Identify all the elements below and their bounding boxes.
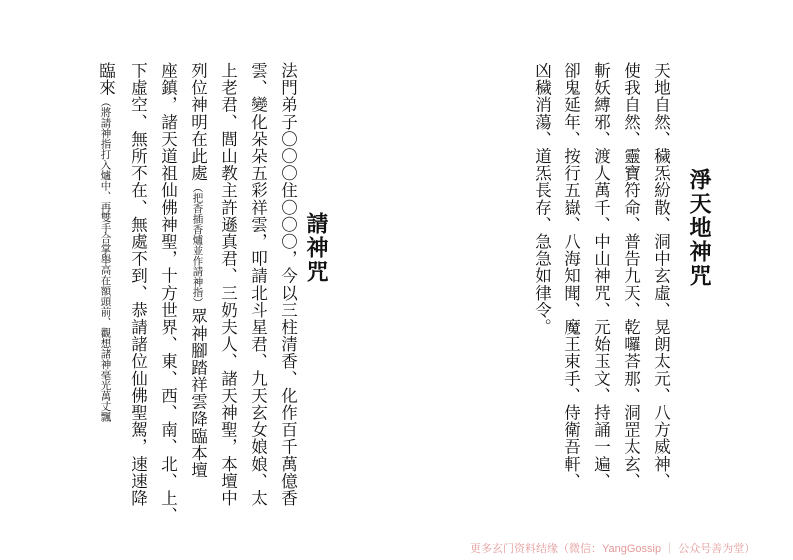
right-section-line: 天地自然、穢炁紛散、洞中玄虛、晃朗太元、八方威神、	[651, 62, 671, 490]
right-section-title: 淨天地神咒	[686, 168, 712, 288]
right-section-line: 使我自然、靈寶符命、普告九天、乾囉荅那、洞罡太玄、	[621, 62, 641, 490]
right-section-line: 斬妖縛邪、渡人萬千、中山神咒、元始玉文、持誦一遍、	[591, 62, 611, 490]
inline-note: （把香插香爐並作請神指）	[191, 181, 204, 308]
right-section-line: 凶穢消蕩、道炁長存、急急如律令。	[532, 62, 552, 336]
left-section-line: 雲、變化朵朵五彩祥雲，叩請北斗星君、九天玄女娘娘、太	[248, 62, 268, 507]
inline-note: （將請神指打入爐中、再雙手合掌舉高在額頭前、觀想諸神毫光萬丈飄	[99, 96, 112, 422]
right-section-line: 卻鬼延年、按行五嶽、八海知聞、魔王束手、侍衛吾軒、	[561, 62, 581, 490]
line-text: 列位神明在此處	[188, 62, 208, 182]
line-text: 臨來	[96, 62, 116, 97]
left-section-line	[97, 62, 114, 422]
left-section-line: 法門弟子〇〇〇住〇〇〇，今以三柱清香、化作百千萬億香	[278, 62, 298, 507]
left-section-title: 請神咒	[303, 212, 329, 284]
left-section-line	[189, 62, 206, 479]
line-text: 眾神腳踏祥雲降臨本壇	[188, 307, 208, 479]
left-section-line: 上老君、閭山教主許遜真君、三奶夫人、諸天神聖，本壇中	[218, 62, 238, 507]
left-section-line: 座鎮，諸天道祖仙佛神聖，十方世界、東、西、南、北、上、	[158, 62, 178, 524]
watermark-text: 更多玄门资料结缘（微信：YangGossip ｜ 公众号善为堂）	[470, 543, 756, 555]
left-section-line: 下虛空、無所不在、無處不到、恭請諸位仙佛聖駕，速速降	[128, 62, 148, 507]
